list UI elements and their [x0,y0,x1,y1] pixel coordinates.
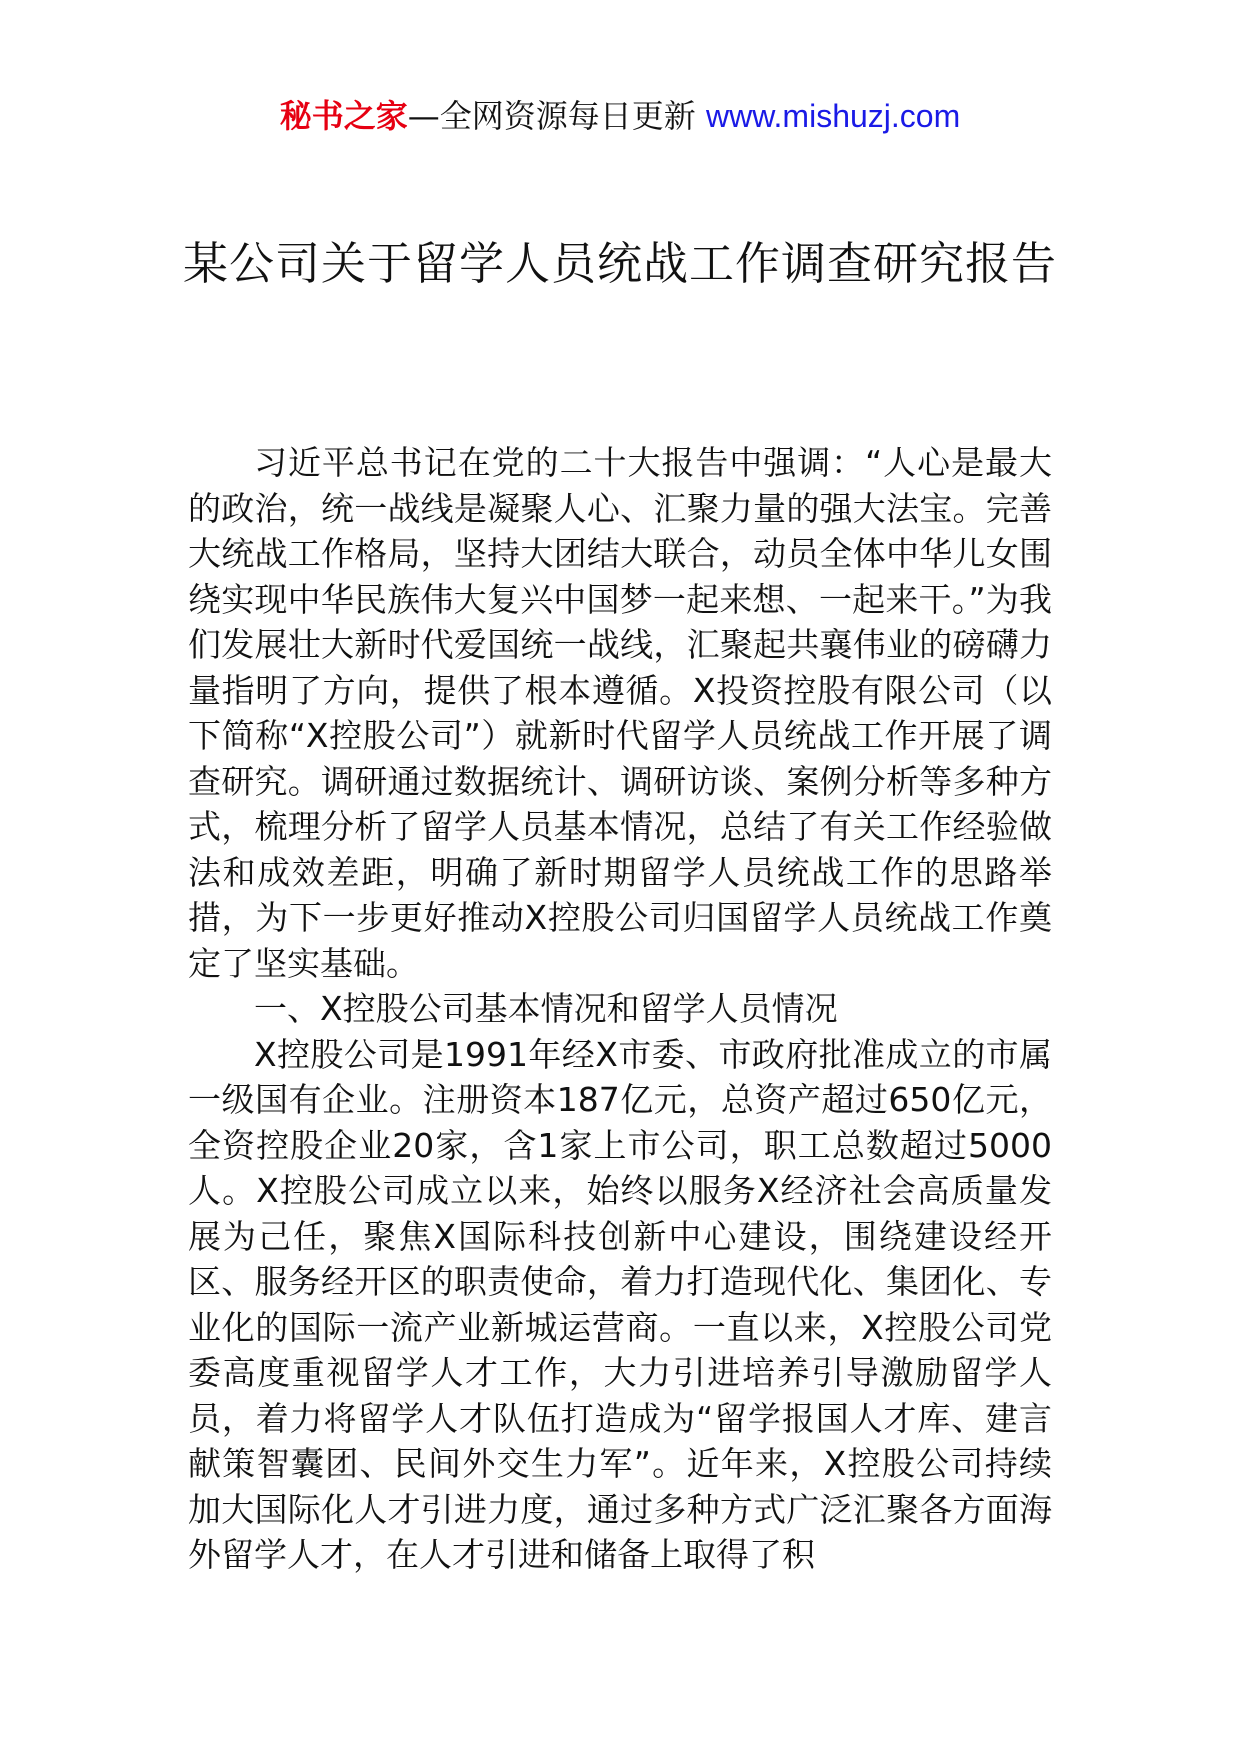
paragraph-intro: 习近平总书记在党的二十大报告中强调：“人心是最大的政治，统一战线是凝聚人心、汇聚力量的强大法宝。完善大统战工作格局，坚持大团结大联合，动员全体中华儿女围绕实现中华民族伟大复兴中国梦一起来想、一起来干。”为我们发展壮大新时代爱国统一战线，汇聚起共襄伟业的磅礴力量指明了方向，提供了根本遵循。X投资控股有限公司（以下简称“X控股公司”）就新时代留学人员统战工作开展了调查研究。调研通过数据统计、调研访谈、案例分析等多种方式，梳理分析了留学人员基本情况，总结了有关工作经验做法和成效差距，明确了新时期留学人员统战工作的思路举措，为下一步更好推动X控股公司归国留学人员统战工作奠定了坚实基础。 [188,443,1052,983]
site-url-link[interactable]: www.mishuzj.com [705,98,961,134]
document-title: 某公司关于留学人员统战工作调查研究报告 [182,237,1057,290]
section-heading-1: 一、X控股公司基本情况和留学人员情况 [254,989,838,1028]
site-brand: 秘书之家 [279,97,408,135]
site-slogan: —全网资源每日更新 [407,97,706,135]
document-body [188,440,1052,1578]
site-header [0,96,1240,136]
paragraph-company-info: X控股公司是1991年经X市委、市政府批准成立的市属一级国有企业。注册资本187亿元，总资产超过650亿元，全资控股企业20家，含1家上市公司，职工总数超过5000人。X控股公司成立以来，始终以服务X经济社会高质量发展为己任，聚焦X国际科技创新中心建设，围绕建设经开区、服务经开区的职责使命，着力打造现代化、集团化、专业化的国际一流产业新城运营商。一直以来，X控股公司党委高度重视留学人才工作，大力引进培养引导激励留学人员，着力将留学人才队伍打造成为“留学报国人才库、建言献策智囊团、民间外交生力军”。近年来，X控股公司持续加大国际化人才引进力度，通过多种方式广泛汇聚各方面海外留学人才，在人才引进和储备上取得了积 [188,1034,1052,1574]
